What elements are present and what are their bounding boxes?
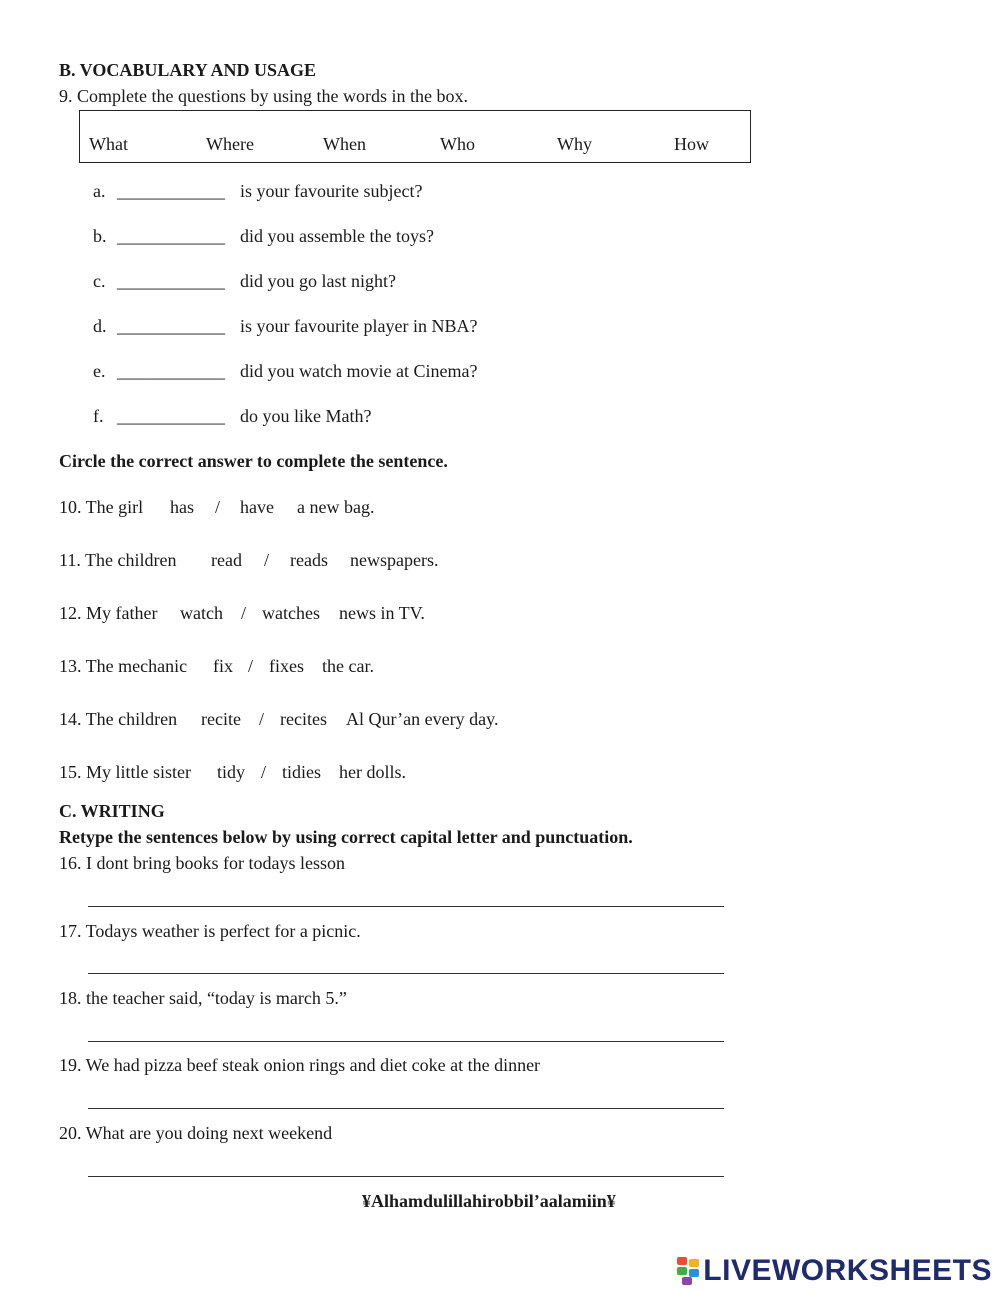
liveworksheets-logo[interactable] — [677, 1254, 992, 1288]
sentence-start: 11. The children — [59, 550, 177, 570]
option-1[interactable]: tidy — [217, 762, 246, 782]
option-2[interactable]: recites — [280, 709, 327, 729]
option-separator: / — [248, 656, 254, 676]
question-label: e. — [93, 361, 106, 381]
sentence-start: 13. The mechanic — [59, 656, 188, 676]
writing-sentence: 16. I dont bring books for todays lesson — [59, 853, 345, 873]
writing-sentence: 17. Todays weather is perfect for a picnic. — [59, 921, 361, 941]
word-box-item: What — [89, 134, 128, 154]
question-label: f. — [93, 406, 104, 426]
option-2[interactable]: have — [240, 497, 274, 517]
sentence-start: 15. My little sister — [59, 762, 191, 782]
section-c-instruction: Retype the sentences below by using correct capital letter and punctuation. — [59, 827, 633, 847]
sentence-start: 10. The girl — [59, 497, 144, 517]
option-separator: / — [241, 603, 247, 623]
answer-blank[interactable]: ____________ — [117, 406, 225, 426]
word-box-item: When — [323, 134, 366, 154]
sentence-end: newspapers. — [350, 550, 439, 570]
option-2[interactable]: fixes — [269, 656, 304, 676]
question-text: is your favourite subject? — [240, 181, 423, 201]
word-box-item: How — [674, 134, 709, 154]
option-1[interactable]: has — [170, 497, 194, 517]
writing-sentence: 19. We had pizza beef steak onion rings and diet coke at the dinner — [59, 1055, 541, 1075]
answer-blank[interactable]: ____________ — [117, 226, 225, 246]
option-separator: / — [259, 709, 265, 729]
question-text: do you like Math? — [240, 406, 372, 426]
writing-sentence: 20. What are you doing next weekend — [59, 1123, 333, 1143]
answer-line[interactable] — [88, 1176, 724, 1177]
option-1[interactable]: fix — [213, 656, 233, 676]
question-text: did you assemble the toys? — [240, 226, 434, 246]
question-text: is your favourite player in NBA? — [240, 316, 478, 336]
answer-line[interactable] — [88, 973, 724, 974]
word-box-item: Why — [557, 134, 592, 154]
writing-sentence: 18. the teacher said, “today is march 5.” — [59, 988, 347, 1008]
answer-blank[interactable]: ____________ — [117, 181, 225, 201]
option-1[interactable]: recite — [201, 709, 241, 729]
option-2[interactable]: reads — [290, 550, 328, 570]
sentence-start: 14. The children — [59, 709, 178, 729]
answer-line[interactable] — [88, 906, 724, 907]
logo-text: LIVEWORKSHEETS — [703, 1254, 992, 1287]
answer-blank[interactable]: ____________ — [117, 361, 225, 381]
answer-blank[interactable]: ____________ — [117, 271, 225, 291]
sentence-start: 12. My father — [59, 603, 158, 623]
question-text: did you watch movie at Cinema? — [240, 361, 478, 381]
word-box — [79, 110, 751, 163]
question-9-instruction: 9. Complete the questions by using the words in the box. — [59, 86, 468, 106]
answer-line[interactable] — [88, 1041, 724, 1042]
sentence-end: her dolls. — [339, 762, 406, 782]
sentence-end: the car. — [322, 656, 374, 676]
question-label: b. — [93, 226, 107, 246]
sentence-end: Al Qur’an every day. — [346, 709, 499, 729]
sentence-end: news in TV. — [339, 603, 425, 623]
question-label: c. — [93, 271, 106, 291]
option-2[interactable]: tidies — [282, 762, 321, 782]
circle-instruction: Circle the correct answer to complete the sentence. — [59, 451, 448, 471]
question-label: a. — [93, 181, 106, 201]
option-separator: / — [261, 762, 267, 782]
sentence-end: a new bag. — [297, 497, 375, 517]
option-2[interactable]: watches — [262, 603, 320, 623]
option-1[interactable]: watch — [180, 603, 223, 623]
answer-line[interactable] — [88, 1108, 724, 1109]
option-separator: / — [215, 497, 221, 517]
word-box-item: Where — [206, 134, 254, 154]
option-1[interactable]: read — [211, 550, 242, 570]
word-box-item: Who — [440, 134, 475, 154]
option-separator: / — [264, 550, 270, 570]
liveworksheets-logo-icon — [677, 1257, 701, 1285]
question-text: did you go last night? — [240, 271, 396, 291]
answer-blank[interactable]: ____________ — [117, 316, 225, 336]
section-c-heading: C. WRITING — [59, 801, 165, 821]
closing-text: ¥Alhamdulillahirobbil’aalamiin¥ — [362, 1191, 616, 1211]
question-label: d. — [93, 316, 107, 336]
section-b-heading: B. VOCABULARY AND USAGE — [59, 60, 317, 80]
